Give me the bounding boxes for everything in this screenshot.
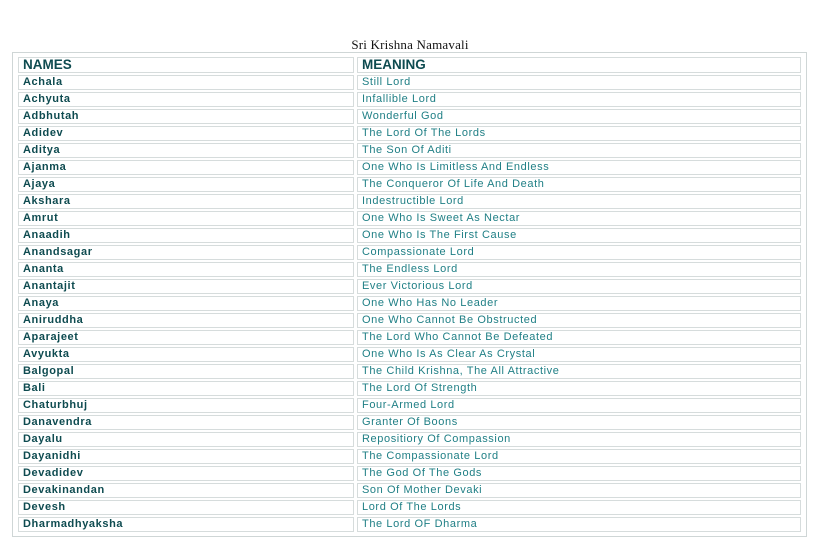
column-header-meaning: MEANING: [357, 57, 801, 73]
name-cell: Anandsagar: [18, 245, 354, 260]
name-cell: Dharmadhyaksha: [18, 517, 354, 532]
meaning-cell: Indestructible Lord: [357, 194, 801, 209]
meaning-cell: The Compassionate Lord: [357, 449, 801, 464]
meaning-cell: The Lord Who Cannot Be Defeated: [357, 330, 801, 345]
meaning-cell: Granter Of Boons: [357, 415, 801, 430]
names-table: [15, 55, 804, 534]
name-cell: Devadidev: [18, 466, 354, 481]
meaning-cell: One Who Is Limitless And Endless: [357, 160, 801, 175]
name-cell: Anantajit: [18, 279, 354, 294]
table-row: [18, 500, 801, 515]
meaning-cell: The Endless Lord: [357, 262, 801, 277]
table-body: [18, 75, 801, 532]
meaning-cell: The Lord Of Strength: [357, 381, 801, 396]
meaning-cell: One Who Is Sweet As Nectar: [357, 211, 801, 226]
meaning-cell: Son Of Mother Devaki: [357, 483, 801, 498]
name-cell: Dayalu: [18, 432, 354, 447]
meaning-cell: Lord Of The Lords: [357, 500, 801, 515]
name-cell: Danavendra: [18, 415, 354, 430]
name-cell: Devesh: [18, 500, 354, 515]
meaning-cell: Wonderful God: [357, 109, 801, 124]
table-row: [18, 466, 801, 481]
name-cell: Aditya: [18, 143, 354, 158]
table-row: [18, 432, 801, 447]
meaning-cell: The Lord Of The Lords: [357, 126, 801, 141]
name-cell: Avyukta: [18, 347, 354, 362]
meaning-cell: Still Lord: [357, 75, 801, 90]
meaning-cell: One Who Is The First Cause: [357, 228, 801, 243]
name-cell: Balgopal: [18, 364, 354, 379]
meaning-cell: The God Of The Gods: [357, 466, 801, 481]
name-cell: Devakinandan: [18, 483, 354, 498]
column-header-names: NAMES: [18, 57, 354, 73]
meaning-cell: One Who Has No Leader: [357, 296, 801, 311]
name-cell: Anaadih: [18, 228, 354, 243]
table-header-row: [18, 57, 801, 73]
name-cell: Adbhutah: [18, 109, 354, 124]
meaning-cell: The Conqueror Of Life And Death: [357, 177, 801, 192]
meaning-cell: The Lord OF Dharma: [357, 517, 801, 532]
table-row: [18, 75, 801, 90]
meaning-cell: Repositiory Of Compassion: [357, 432, 801, 447]
table-row: [18, 330, 801, 345]
name-cell: Akshara: [18, 194, 354, 209]
meaning-cell: Compassionate Lord: [357, 245, 801, 260]
table-row: [18, 347, 801, 362]
table-row: [18, 211, 801, 226]
table-row: [18, 160, 801, 175]
meaning-cell: Ever Victorious Lord: [357, 279, 801, 294]
name-cell: Ajaya: [18, 177, 354, 192]
table-row: [18, 296, 801, 311]
name-cell: Aparajeet: [18, 330, 354, 345]
meaning-cell: The Son Of Aditi: [357, 143, 801, 158]
table-row: [18, 126, 801, 141]
names-table-container: [12, 52, 807, 537]
name-cell: Dayanidhi: [18, 449, 354, 464]
table-row: [18, 143, 801, 158]
meaning-cell: Infallible Lord: [357, 92, 801, 107]
table-row: [18, 279, 801, 294]
name-cell: Bali: [18, 381, 354, 396]
table-row: [18, 194, 801, 209]
table-row: [18, 398, 801, 413]
table-row: [18, 92, 801, 107]
table-row: [18, 381, 801, 396]
meaning-cell: Four-Armed Lord: [357, 398, 801, 413]
name-cell: Ananta: [18, 262, 354, 277]
meaning-cell: One Who Is As Clear As Crystal: [357, 347, 801, 362]
name-cell: Aniruddha: [18, 313, 354, 328]
table-row: [18, 415, 801, 430]
meaning-cell: The Child Krishna, The All Attractive: [357, 364, 801, 379]
page-title: Sri Krishna Namavali: [351, 37, 469, 52]
table-row: [18, 109, 801, 124]
table-row: [18, 245, 801, 260]
name-cell: Achyuta: [18, 92, 354, 107]
name-cell: Ajanma: [18, 160, 354, 175]
name-cell: Chaturbhuj: [18, 398, 354, 413]
table-row: [18, 483, 801, 498]
table-row: [18, 262, 801, 277]
table-row: [18, 177, 801, 192]
name-cell: Adidev: [18, 126, 354, 141]
meaning-cell: One Who Cannot Be Obstructed: [357, 313, 801, 328]
table-row: [18, 364, 801, 379]
table-row: [18, 313, 801, 328]
name-cell: Amrut: [18, 211, 354, 226]
table-row: [18, 228, 801, 243]
name-cell: Anaya: [18, 296, 354, 311]
name-cell: Achala: [18, 75, 354, 90]
table-row: [18, 449, 801, 464]
